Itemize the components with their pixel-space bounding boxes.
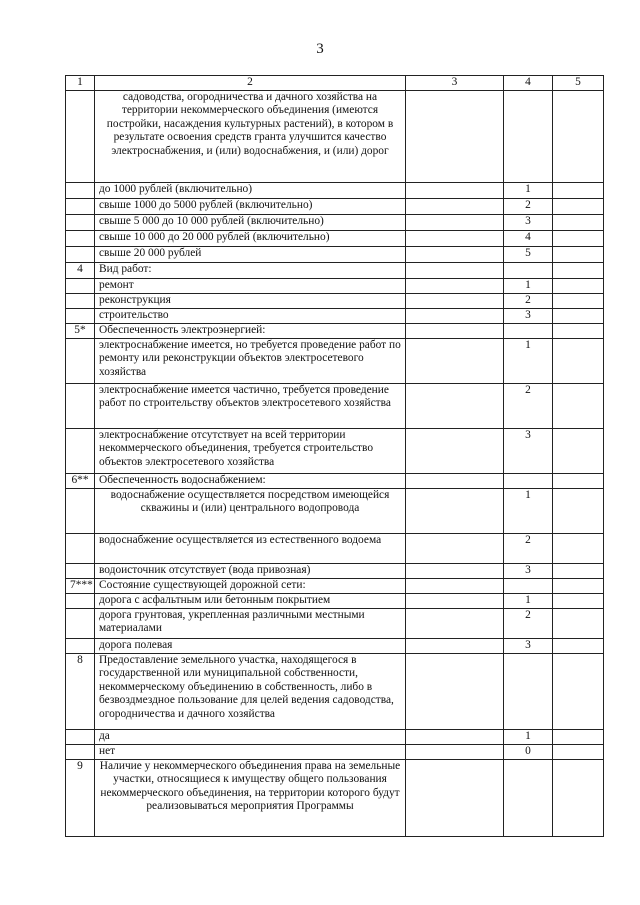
- row-number: [66, 608, 95, 638]
- row-text: Обеспеченность электроэнергией:: [95, 323, 406, 338]
- row-text: нет: [95, 744, 406, 759]
- table-body: [66, 76, 604, 837]
- row-score: 1: [504, 729, 553, 744]
- row-number: [66, 90, 95, 182]
- row-number: [66, 533, 95, 563]
- row-score: 5: [504, 246, 553, 262]
- row-col3: [406, 278, 504, 293]
- row-col3: [406, 638, 504, 653]
- row-number: 8: [66, 653, 95, 729]
- header-cell-2: 2: [95, 76, 406, 91]
- table-row: [66, 198, 604, 214]
- row-number: 9: [66, 759, 95, 836]
- header-cell-5: 5: [553, 76, 604, 91]
- row-number: [66, 278, 95, 293]
- table-row: [66, 323, 604, 338]
- table-row: [66, 230, 604, 246]
- table-row: [66, 473, 604, 488]
- row-col3: [406, 198, 504, 214]
- row-score: 3: [504, 563, 553, 578]
- table-row: [66, 293, 604, 308]
- row-text: дорога грунтовая, укрепленная различными местными материалами: [95, 608, 406, 638]
- row-col3: [406, 729, 504, 744]
- row-score: [504, 262, 553, 278]
- row-text: электроснабжение имеется частично, требуется проведение работ по строительству объектов электросетевого хозяйства: [95, 383, 406, 428]
- row-number: [66, 308, 95, 323]
- row-number: 6**: [66, 473, 95, 488]
- row-col5: [553, 533, 604, 563]
- row-col3: [406, 308, 504, 323]
- row-text: дорога полевая: [95, 638, 406, 653]
- row-text: Наличие у некоммерческого объединения права на земельные участки, относящиеся к имуществу общего пользования некоммерческого объединения, на территории которого будут реализовываться мероприятия Программы: [95, 759, 406, 836]
- row-score: 1: [504, 182, 553, 198]
- header-cell-4: 4: [504, 76, 553, 91]
- row-col5: [553, 90, 604, 182]
- row-score: 1: [504, 338, 553, 383]
- row-col5: [553, 182, 604, 198]
- row-col5: [553, 338, 604, 383]
- row-col5: [553, 593, 604, 608]
- row-col5: [553, 563, 604, 578]
- row-score: 4: [504, 230, 553, 246]
- row-col3: [406, 230, 504, 246]
- row-score: 2: [504, 293, 553, 308]
- row-col5: [553, 729, 604, 744]
- row-col5: [553, 198, 604, 214]
- page-number: 3: [316, 41, 324, 57]
- criteria-table: [65, 75, 604, 837]
- row-text: свыше 1000 до 5000 рублей (включительно): [95, 198, 406, 214]
- table-row: [66, 533, 604, 563]
- row-score: 2: [504, 198, 553, 214]
- row-text: водоснабжение осуществляется из естественного водоема: [95, 533, 406, 563]
- row-text: свыше 5 000 до 10 000 рублей (включительно): [95, 214, 406, 230]
- row-col5: [553, 262, 604, 278]
- row-text: водоснабжение осуществляется посредством имеющейся скважины и (или) центрального водопровода: [95, 488, 406, 533]
- row-col5: [553, 323, 604, 338]
- row-number: [66, 729, 95, 744]
- row-number: [66, 593, 95, 608]
- row-text: свыше 10 000 до 20 000 рублей (включительно): [95, 230, 406, 246]
- row-col5: [553, 383, 604, 428]
- row-col3: [406, 428, 504, 473]
- row-text: Вид работ:: [95, 262, 406, 278]
- row-number: [66, 198, 95, 214]
- row-score: 2: [504, 533, 553, 563]
- row-number: [66, 230, 95, 246]
- row-col3: [406, 323, 504, 338]
- row-col3: [406, 533, 504, 563]
- row-text: электроснабжение имеется, но требуется проведение работ по ремонту или реконструкции объектов электросетевого хозяйства: [95, 338, 406, 383]
- row-score: [504, 578, 553, 593]
- row-col5: [553, 488, 604, 533]
- row-col5: [553, 473, 604, 488]
- row-col3: [406, 246, 504, 262]
- row-col3: [406, 338, 504, 383]
- row-number: [66, 563, 95, 578]
- row-col5: [553, 744, 604, 759]
- row-text: да: [95, 729, 406, 744]
- row-text: садоводства, огородничества и дачного хозяйства на территории некоммерческого объединения (имеются постройки, насаждения культурных растений), в котором в результате освоения средств гранта улучшится качество электроснабжения, и (или) водоснабжения, и (или) дорог: [95, 90, 406, 182]
- row-col3: [406, 214, 504, 230]
- row-number: [66, 293, 95, 308]
- table-row: [66, 729, 604, 744]
- row-number: [66, 488, 95, 533]
- row-text: до 1000 рублей (включительно): [95, 182, 406, 198]
- row-text: реконструкция: [95, 293, 406, 308]
- row-text: Обеспеченность водоснабжением:: [95, 473, 406, 488]
- row-text: Предоставление земельного участка, находящегося в государственной или муниципальной собственности, некоммерческому объединению в собственность, либо в безвоздмездное пользование для целей ведения садоводства, огородничества и дачного хозяйства: [95, 653, 406, 729]
- table-row: [66, 578, 604, 593]
- table-row: [66, 759, 604, 836]
- row-score: 3: [504, 428, 553, 473]
- row-score: 2: [504, 383, 553, 428]
- row-number: [66, 383, 95, 428]
- row-number: 5*: [66, 323, 95, 338]
- row-col3: [406, 608, 504, 638]
- table-row: [66, 608, 604, 638]
- header-cell-3: 3: [406, 76, 504, 91]
- row-col3: [406, 744, 504, 759]
- table-row: [66, 278, 604, 293]
- row-col5: [553, 653, 604, 729]
- table-row: [66, 744, 604, 759]
- table-row: [66, 488, 604, 533]
- row-col5: [553, 759, 604, 836]
- table-row: [66, 638, 604, 653]
- row-number: [66, 428, 95, 473]
- row-col5: [553, 428, 604, 473]
- row-number: 4: [66, 262, 95, 278]
- table-row: [66, 246, 604, 262]
- row-score: [504, 323, 553, 338]
- row-score: [504, 473, 553, 488]
- row-col3: [406, 90, 504, 182]
- row-text: ремонт: [95, 278, 406, 293]
- row-score: [504, 653, 553, 729]
- row-col5: [553, 214, 604, 230]
- row-col3: [406, 593, 504, 608]
- row-col3: [406, 563, 504, 578]
- row-score: 2: [504, 608, 553, 638]
- row-score: [504, 90, 553, 182]
- row-score: 3: [504, 638, 553, 653]
- table-row: [66, 653, 604, 729]
- table-row: [66, 563, 604, 578]
- table-header-row: [66, 76, 604, 91]
- row-text: Состояние существующей дорожной сети:: [95, 578, 406, 593]
- row-number: [66, 338, 95, 383]
- header-cell-1: 1: [66, 76, 95, 91]
- row-col3: [406, 293, 504, 308]
- row-col3: [406, 488, 504, 533]
- row-col3: [406, 262, 504, 278]
- table-row: [66, 428, 604, 473]
- row-col5: [553, 293, 604, 308]
- row-col5: [553, 578, 604, 593]
- row-col5: [553, 230, 604, 246]
- row-score: 3: [504, 214, 553, 230]
- row-text: свыше 20 000 рублей: [95, 246, 406, 262]
- row-number: [66, 182, 95, 198]
- table-row: [66, 338, 604, 383]
- row-col5: [553, 308, 604, 323]
- row-score: 1: [504, 593, 553, 608]
- row-score: 1: [504, 488, 553, 533]
- row-col3: [406, 759, 504, 836]
- row-col3: [406, 653, 504, 729]
- row-number: [66, 214, 95, 230]
- row-number: 7***: [66, 578, 95, 593]
- row-col5: [553, 246, 604, 262]
- row-col5: [553, 608, 604, 638]
- table-row: [66, 308, 604, 323]
- row-col3: [406, 383, 504, 428]
- row-number: [66, 246, 95, 262]
- row-col3: [406, 578, 504, 593]
- table-row: [66, 383, 604, 428]
- row-text: строительство: [95, 308, 406, 323]
- table-row: [66, 90, 604, 182]
- row-score: [504, 759, 553, 836]
- row-col3: [406, 473, 504, 488]
- row-col5: [553, 638, 604, 653]
- table-row: [66, 214, 604, 230]
- table-row: [66, 593, 604, 608]
- row-score: 0: [504, 744, 553, 759]
- row-score: 3: [504, 308, 553, 323]
- table-row: [66, 262, 604, 278]
- row-col3: [406, 182, 504, 198]
- row-text: водоисточник отсутствует (вода привозная): [95, 563, 406, 578]
- table-row: [66, 182, 604, 198]
- row-text: электроснабжение отсутствует на всей территории некоммерческого объединения, требуется строительство объектов электросетевого хозяйства: [95, 428, 406, 473]
- row-col5: [553, 278, 604, 293]
- row-number: [66, 744, 95, 759]
- row-score: 1: [504, 278, 553, 293]
- row-text: дорога с асфальтным или бетонным покрытием: [95, 593, 406, 608]
- row-number: [66, 638, 95, 653]
